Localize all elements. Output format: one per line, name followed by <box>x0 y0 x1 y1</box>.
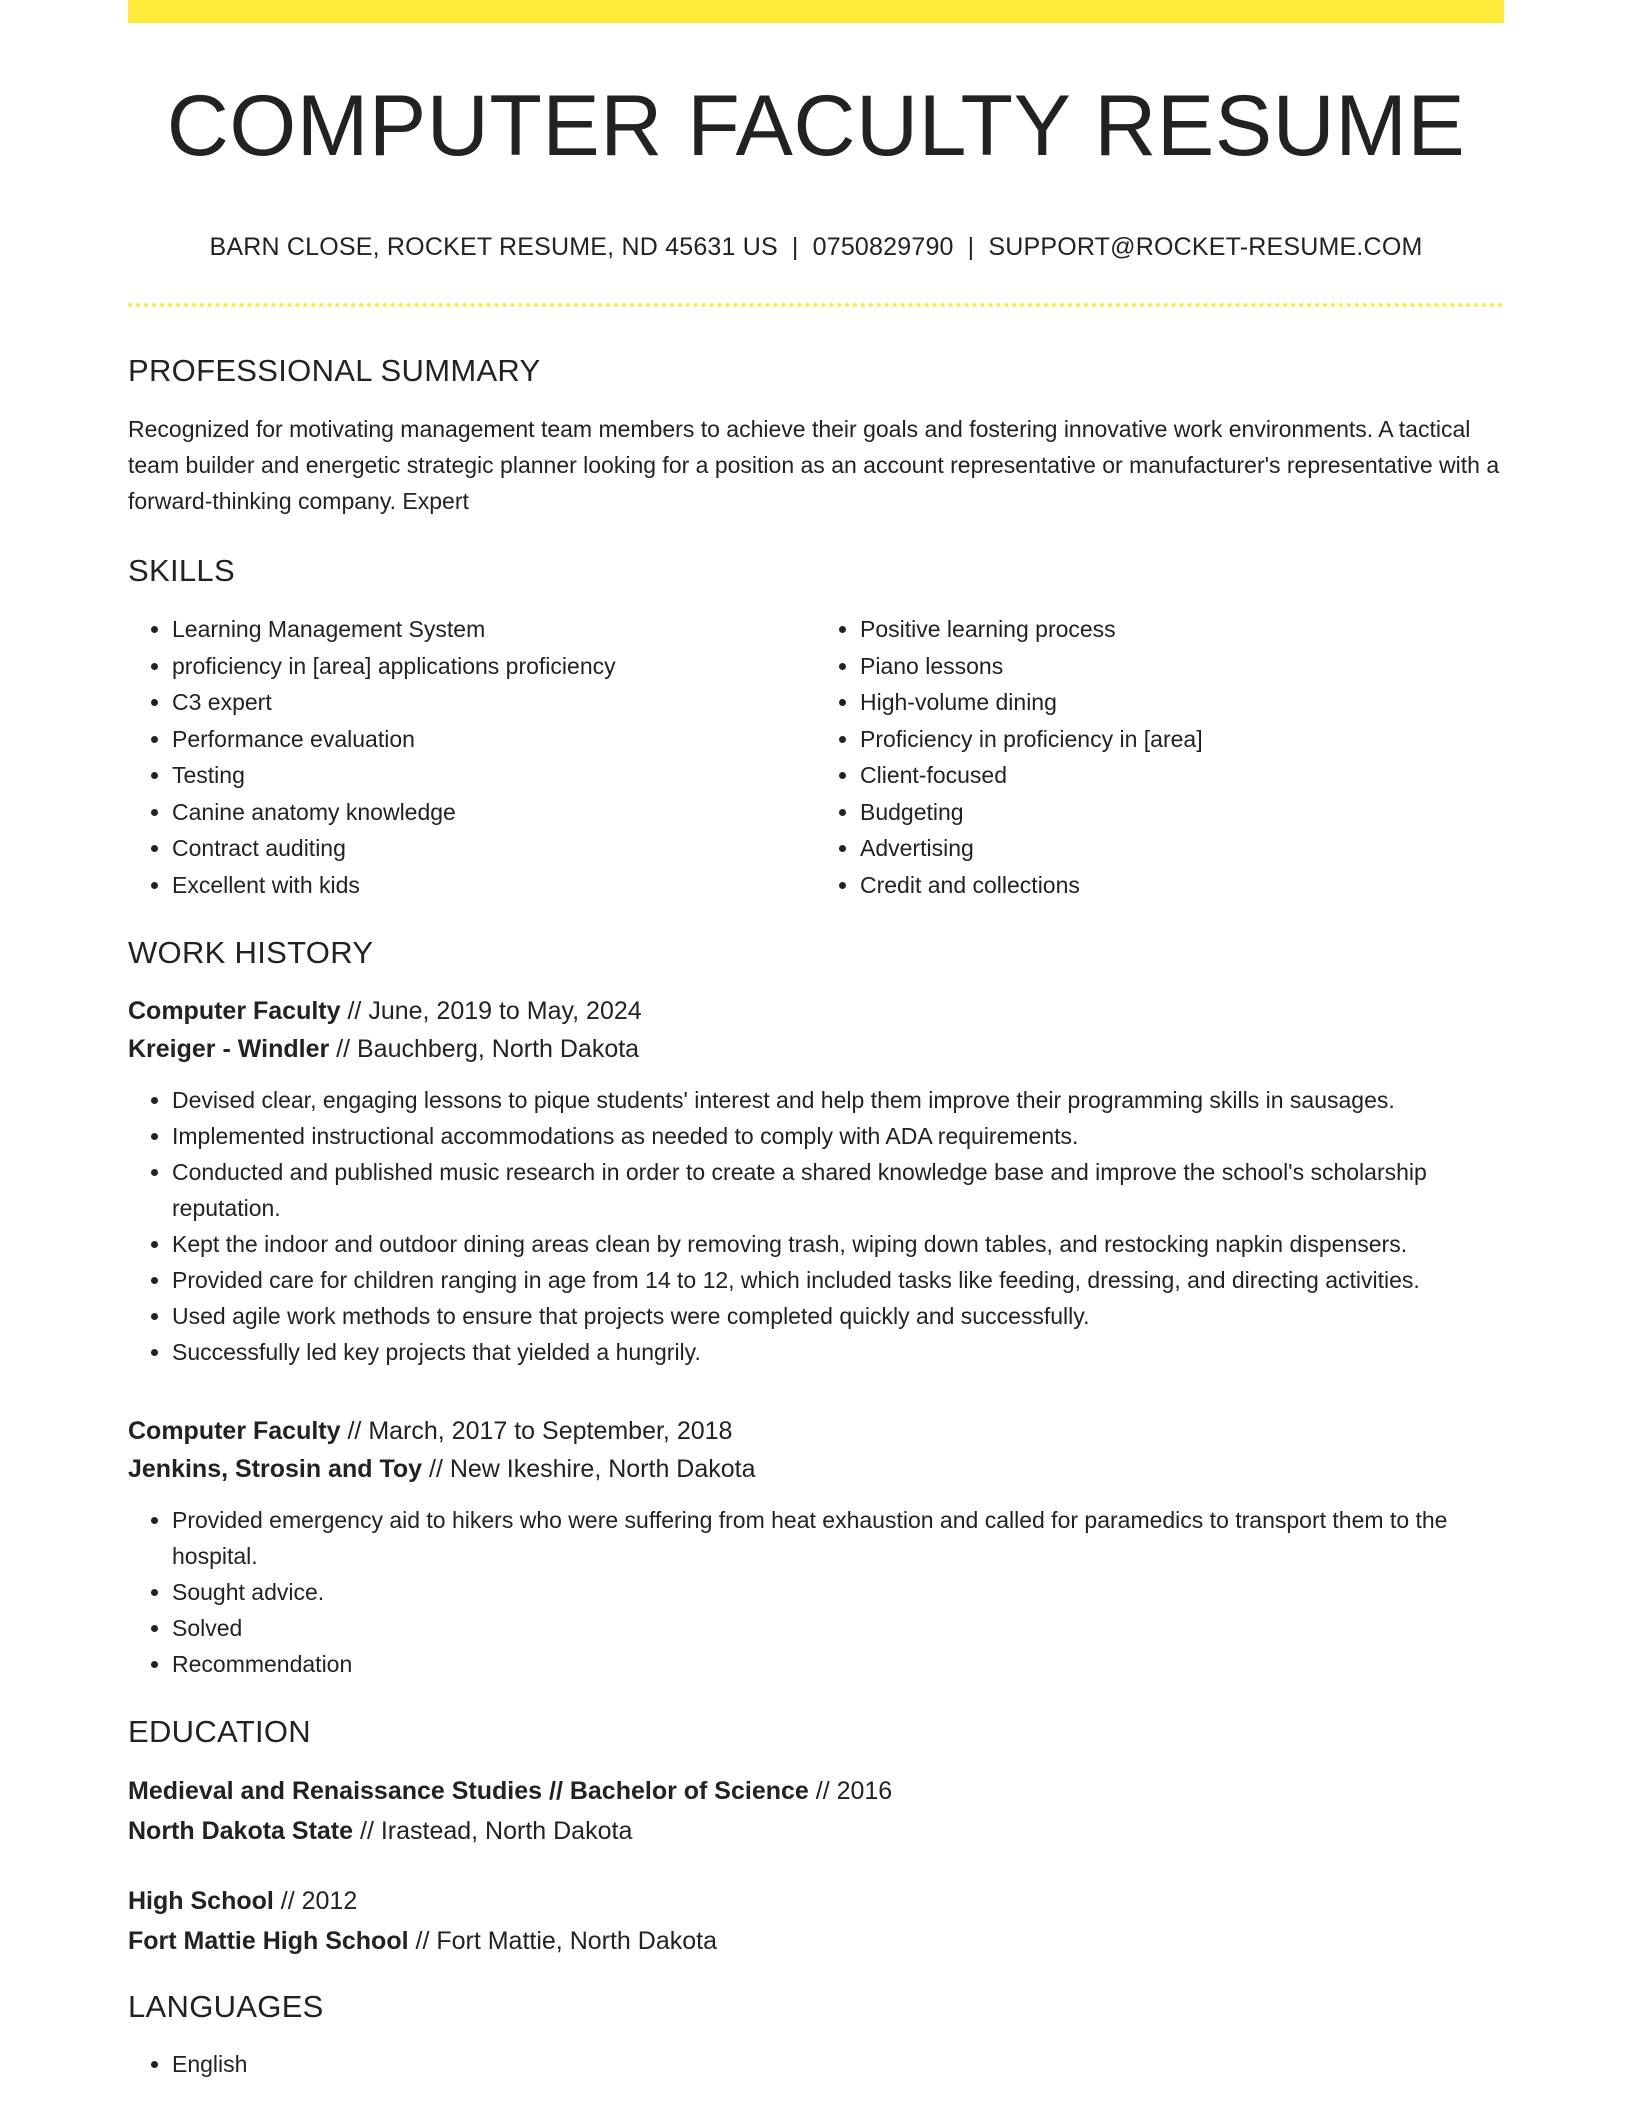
section-heading: LANGUAGES <box>128 1989 324 2024</box>
skill-item: • Positive learning process <box>860 611 1504 648</box>
section-heading: EDUCATION <box>128 1714 311 1749</box>
job-bullets <box>128 1082 1504 1370</box>
job-header <box>128 992 1504 1068</box>
skills-list-right <box>816 611 1504 903</box>
skill-item: • Learning Management System <box>172 611 816 648</box>
skills-columns <box>128 611 1504 903</box>
education-entry <box>128 1771 1504 1851</box>
skill-item: • High-volume dining <box>860 684 1504 721</box>
section-heading: PROFESSIONAL SUMMARY <box>128 353 541 388</box>
skills-list-left <box>128 611 816 903</box>
contact-line <box>128 235 1504 260</box>
school: North Dakota State <box>128 1817 354 1845</box>
professional-summary-section <box>128 355 1504 519</box>
job-location: // Bauchberg, North Dakota <box>329 1035 640 1063</box>
skill-item: • Advertising <box>860 830 1504 867</box>
job-bullet: • Solved <box>172 1610 1504 1646</box>
job-dates: // June, 2019 to May, 2024 <box>340 997 642 1025</box>
job-bullet: • Implemented instructional accommodations as needed to comply with ADA requirements. <box>172 1118 1504 1154</box>
languages-list <box>128 2046 1504 2082</box>
job-company: Kreiger - Windler <box>128 1035 330 1063</box>
work-history-section <box>128 937 1504 1682</box>
dotted-divider <box>128 303 1504 307</box>
job-entry <box>128 992 1504 1370</box>
graduation-year: // 2012 <box>273 1887 358 1915</box>
skill-item: • proficiency in [area] applications proficiency <box>172 648 816 685</box>
job-title-line <box>128 992 1504 1030</box>
resume-content <box>128 0 1504 2082</box>
skill-item: • Contract auditing <box>172 830 816 867</box>
job-bullet: • Provided emergency aid to hikers who were suffering from heat exhaustion and called for paramedics to transport them to the hospital. <box>172 1502 1504 1574</box>
section-heading: SKILLS <box>128 553 235 588</box>
job-entry <box>128 1412 1504 1682</box>
skill-item: • Testing <box>172 757 816 794</box>
job-bullet: • Sought advice. <box>172 1574 1504 1610</box>
skill-item: • Credit and collections <box>860 867 1504 904</box>
school: Fort Mattie High School <box>128 1927 409 1955</box>
skills-section <box>128 555 1504 903</box>
job-header <box>128 1412 1504 1488</box>
email: SUPPORT@ROCKET-RESUME.COM <box>988 233 1423 261</box>
job-bullet: • Conducted and published music research in order to create a shared knowledge base and improve the school's scholarship reputation. <box>172 1154 1504 1226</box>
skill-item: • Client-focused <box>860 757 1504 794</box>
graduation-year: // 2016 <box>808 1777 893 1805</box>
job-company-line <box>128 1030 1504 1068</box>
skill-item: • Excellent with kids <box>172 867 816 904</box>
degree: High School <box>128 1887 274 1915</box>
degree-line <box>128 1771 1504 1811</box>
job-bullet: • Kept the indoor and outdoor dining areas clean by removing trash, wiping down tables, and restocking napkin dispensers. <box>172 1226 1504 1262</box>
phone: 0750829790 <box>812 233 954 261</box>
skill-item: • Proficiency in proficiency in [area] <box>860 721 1504 758</box>
skill-item: • Canine anatomy knowledge <box>172 794 816 831</box>
job-dates: // March, 2017 to September, 2018 <box>340 1417 733 1445</box>
school-line <box>128 1811 1504 1851</box>
education-entry <box>128 1881 1504 1961</box>
skill-item: • C3 expert <box>172 684 816 721</box>
skill-item: • Performance evaluation <box>172 721 816 758</box>
skill-item: • Piano lessons <box>860 648 1504 685</box>
language-item: • English <box>172 2046 1504 2082</box>
separator: | <box>791 233 799 261</box>
job-company: Jenkins, Strosin and Toy <box>128 1455 423 1483</box>
job-title-line <box>128 1412 1504 1450</box>
education-section <box>128 1716 1504 1961</box>
job-bullet: • Successfully led key projects that yielded a hungrily. <box>172 1334 1504 1370</box>
resume-title: COMPUTER FACULTY RESUME <box>166 78 1466 174</box>
job-company-line <box>128 1450 1504 1488</box>
job-bullets <box>128 1502 1504 1682</box>
separator: | <box>967 233 975 261</box>
school-location: // Fort Mattie, North Dakota <box>408 1927 717 1955</box>
school-location: // Irastead, North Dakota <box>353 1817 633 1845</box>
accent-bar <box>128 0 1504 23</box>
job-title: Computer Faculty <box>128 1417 341 1445</box>
address: BARN CLOSE, ROCKET RESUME, ND 45631 US <box>209 233 778 261</box>
section-heading: WORK HISTORY <box>128 935 374 970</box>
job-location: // New Ikeshire, North Dakota <box>422 1455 756 1483</box>
job-bullet: • Devised clear, engaging lessons to pique students' interest and help them improve their programming skills in sausages. <box>172 1082 1504 1118</box>
summary-text: Recognized for motivating management team members to achieve their goals and fostering innovative work environments. A tactical team builder and energetic strategic planner looking for a position as an account representative or manufacturer's representative with a forward-thinking company. Expert <box>128 416 1500 514</box>
job-bullet: • Provided care for children ranging in age from 14 to 12, which included tasks like feeding, dressing, and directing activities. <box>172 1262 1504 1298</box>
job-bullet: • Recommendation <box>172 1646 1504 1682</box>
job-title: Computer Faculty <box>128 997 341 1025</box>
degree-line <box>128 1881 1504 1921</box>
job-bullet: • Used agile work methods to ensure that projects were completed quickly and successfully. <box>172 1298 1504 1334</box>
school-line <box>128 1921 1504 1961</box>
degree: Medieval and Renaissance Studies // Bachelor of Science <box>128 1777 809 1805</box>
languages-section <box>128 1991 1504 2082</box>
skill-item: • Budgeting <box>860 794 1504 831</box>
